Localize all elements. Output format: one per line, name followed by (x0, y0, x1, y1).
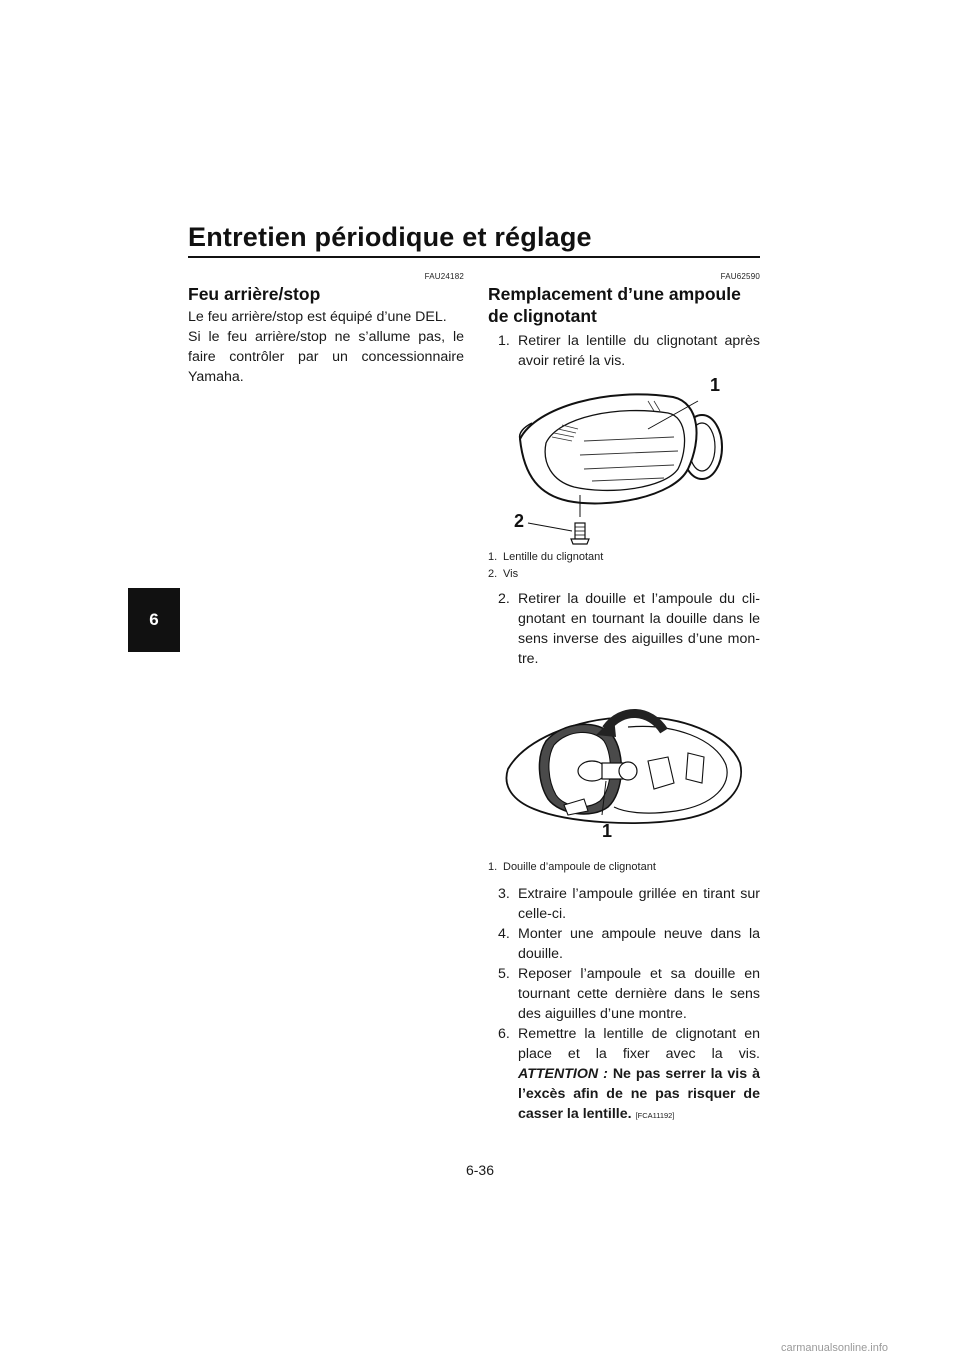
step-number: 3. (498, 886, 510, 902)
attention-code: [FCA11192] (635, 1111, 675, 1120)
right-column (488, 272, 760, 1126)
page-title: Entretien périodique et réglage (188, 222, 592, 252)
caption: 2. Vis (488, 568, 519, 580)
step-3 (488, 884, 760, 924)
paragraph: Le feu arrière/stop est équipé d’une DEL. (188, 309, 447, 325)
figure-turn-signal-lens (488, 377, 760, 547)
step-text: Extraire l’ampoule grillée en tirant sur celle-ci. (518, 886, 760, 922)
section-heading-turn-signal: Remplacement d’une ampoule de clignotant (488, 284, 741, 326)
step-text: Retirer la douille et l’ampoule du cli-gnotant en tournant la douille dans le sens inverse des aiguilles d’une mon-tre. (518, 591, 760, 667)
section-code: FAU62590 (720, 272, 760, 281)
left-column (188, 272, 464, 387)
step-1 (488, 331, 760, 371)
step-number: 5. (498, 966, 510, 982)
caption: 1. Lentille du clignotant (488, 551, 604, 563)
attention-text: Ne pas serrer la vis à l’excès afin de ne pas risquer de casser la lentille. (518, 1066, 760, 1122)
bulb-socket-illustration (488, 683, 760, 857)
step-2 (488, 589, 760, 669)
step-text: Reposer l’ampoule et sa douille en tournant cette dernière dans le sens des aiguilles d’une montre. (518, 966, 760, 1022)
step-6 (488, 1024, 760, 1126)
step-number: 6. (498, 1026, 510, 1042)
figure-callout-2: 2 (514, 511, 525, 531)
figure-callout-1: 1 (602, 821, 613, 841)
step-5 (488, 964, 760, 1024)
chapter-tab: 6 (128, 588, 180, 652)
step-number: 1. (498, 333, 510, 349)
title-rule (188, 256, 760, 258)
step-text: Retirer la lentille du clignotant après avoir retiré la vis. (518, 333, 760, 369)
footer-watermark: carmanualsonline.info (780, 1342, 888, 1354)
step-number: 4. (498, 926, 510, 942)
figure-bulb-socket (488, 683, 760, 857)
step-text: Monter une ampoule neuve dans la douille. (518, 926, 760, 962)
turn-signal-lens-illustration (488, 377, 760, 547)
section-code: FAU24182 (424, 272, 464, 281)
step-number: 2. (498, 591, 510, 607)
figure-1-captions (488, 549, 760, 583)
figure-2-captions (488, 859, 760, 876)
figure-callout-1: 1 (710, 375, 721, 395)
caption: 1. Douille d’ampoule de clignotant (488, 861, 656, 873)
attention-label: ATTENTION : (518, 1066, 608, 1082)
step-text: Remettre la lentille de clignotant en place et la fixer avec la vis. (518, 1026, 760, 1062)
step-4 (488, 924, 760, 964)
section-heading-tail-light: Feu arrière/stop (188, 284, 321, 304)
page-number: 6-36 (465, 1162, 495, 1178)
paragraph: Si le feu arrière/stop ne s’allume pas, le faire contrôler par un concessionnaire Yamaha. (188, 329, 464, 385)
